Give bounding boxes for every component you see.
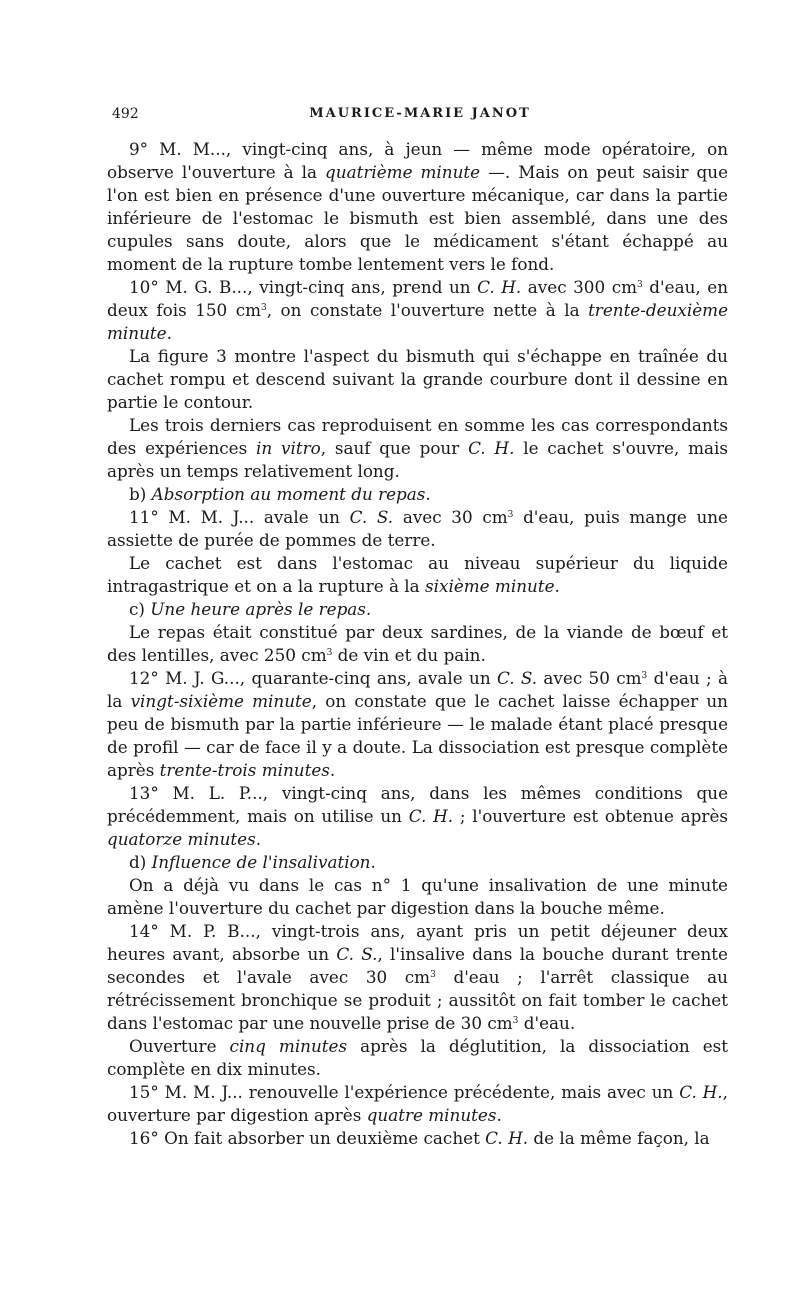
text-run: b) <box>129 484 152 504</box>
page-number: 492 <box>112 106 139 122</box>
paragraph <box>107 276 728 345</box>
text-run: , sauf que pour <box>320 438 469 458</box>
text-run: avec 300 cm <box>521 277 638 297</box>
paragraph <box>107 874 728 920</box>
paragraph <box>107 552 728 598</box>
text-run: d) <box>129 852 152 872</box>
text-run: Les trois derniers cas reproduisent en somme les cas correspondants des expériences <box>107 415 728 458</box>
body-text <box>107 138 728 1150</box>
italic-text: vingt-sixième minute <box>130 691 312 711</box>
italic-text: C. H. <box>477 277 522 297</box>
text-run: de vin et du pain. <box>332 645 486 665</box>
text-run: c) <box>129 599 151 619</box>
superscript: 3 <box>507 510 514 520</box>
page-header <box>112 106 728 126</box>
italic-text: sixième minute <box>425 576 555 596</box>
italic-text: cinq minutes <box>229 1036 348 1056</box>
text-run: , on constate que le cachet laisse échapper un peu de bismuth par la partie inférieure — le malade étant placé presque de profil — car de face il y a doute. La dissociation est presque complète après <box>107 691 728 780</box>
text-run: —. Mais on peut saisir que l'on est bien en présence d'une ouverture mécanique, car dans la partie inférieure de l'estomac le bismuth est bien assemblé, dans une des cupules sans doute, alors que le médicament s'étant échappé au moment de la rupture tombe lentement vers le fond. <box>107 162 728 274</box>
paragraph <box>107 621 728 667</box>
paragraph <box>107 598 728 621</box>
text-run: . <box>255 829 262 849</box>
text-run: d'eau, en deux fois 150 cm <box>107 277 728 320</box>
text-run: On a déjà vu dans le cas n° 1 qu'une insalivation de une minute amène l'ouverture du cachet par digestion dans la bouche même. <box>107 875 728 918</box>
text-run: Le cachet est dans l'estomac au niveau supérieur du liquide intragastrique et on a la rupture à la <box>107 553 728 596</box>
text-run: 14° M. P. B..., vingt-trois ans, ayant pris un petit déjeuner deux heures avant, absorbe un <box>107 921 728 964</box>
italic-text: C. H. <box>485 1128 529 1148</box>
superscript: 3 <box>637 280 643 290</box>
superscript: 3 <box>430 970 436 980</box>
italic-text: C. S. <box>349 507 394 527</box>
italic-text: Une heure après le repas. <box>150 599 372 619</box>
text-run: avec 50 cm <box>537 668 642 688</box>
superscript: 3 <box>512 1016 519 1026</box>
text-run: d'eau ; à la <box>107 668 729 711</box>
superscript: 3 <box>261 303 267 313</box>
italic-text: C. H. <box>468 438 515 458</box>
italic-text: in vitro <box>256 438 321 458</box>
text-run: 9° M. M..., vingt-cinq ans, à jeun — même mode opératoire, on observe l'ouverture à la <box>107 139 728 182</box>
italic-text: Influence de l'insalivation. <box>151 852 376 872</box>
paragraph <box>107 920 728 1035</box>
superscript: 3 <box>641 671 648 681</box>
paragraph <box>107 1081 728 1127</box>
text-run: de la même façon, la <box>528 1128 710 1148</box>
paragraph <box>107 506 728 552</box>
paragraph <box>107 138 728 276</box>
text-run: 12° M. J. G..., quarante-cinq ans, avale un <box>129 668 497 688</box>
italic-text: C. H. <box>679 1082 723 1102</box>
italic-text: quatrième minute <box>325 162 481 182</box>
text-run: . <box>554 576 560 596</box>
text-run: , l'insalive dans la bouche durant trente secondes et l'avale avec 30 cm <box>107 944 728 987</box>
text-run: . <box>496 1105 502 1125</box>
text-run: . <box>329 760 336 780</box>
paragraph <box>107 851 728 874</box>
text-run: avec 30 cm <box>393 507 508 527</box>
paragraph <box>107 782 728 851</box>
italic-text: quatre minutes <box>366 1105 497 1125</box>
paragraph <box>107 667 728 782</box>
text-run: La figure 3 montre l'aspect du bismuth qui s'échappe en traînée du cachet rompu et descend suivant la grande courbure dont il dessine en partie le contour. <box>107 346 728 412</box>
text-run: Le repas était constitué par deux sardines, de la viande de bœuf et des lentilles, avec 250 cm <box>107 622 728 665</box>
text-run: , on constate l'ouverture nette à la <box>266 300 589 320</box>
text-run: , ouverture par digestion après <box>107 1082 728 1125</box>
text-run: ; l'ouverture est obtenue après <box>453 806 728 826</box>
text-run: d'eau. <box>518 1013 576 1033</box>
paragraph <box>107 345 728 414</box>
superscript: 3 <box>326 648 333 658</box>
italic-text: Absorption au moment du repas. <box>151 484 431 504</box>
paragraph <box>107 414 728 483</box>
text-run: 15° M. M. J... renouvelle l'expérience précédente, mais avec un <box>129 1082 680 1102</box>
paragraph <box>107 483 728 506</box>
running-title: MAURICE-MARIE JANOT <box>309 106 531 121</box>
italic-text: trente-trois minutes <box>159 760 330 780</box>
text-run: . <box>166 323 172 343</box>
text-run: Ouverture <box>129 1036 230 1056</box>
italic-text: C. S. <box>336 944 378 964</box>
text-run: d'eau ; l'arrêt classique au rétrécissement bronchique se produit ; aussitôt on fait tomber le cachet dans l'estomac par une nouvelle prise de 30 cm <box>107 967 728 1033</box>
text-run: après la déglutition, la dissociation est complète en dix minutes. <box>107 1036 728 1079</box>
text-run: 10° M. G. B..., vingt-cinq ans, prend un <box>129 277 478 297</box>
italic-text: C. S. <box>496 668 538 688</box>
paragraph <box>107 1035 728 1081</box>
text-run: d'eau, puis mange une assiette de purée de pommes de terre. <box>107 507 728 550</box>
italic-text: quatorze minutes <box>107 829 256 849</box>
italic-text: C. H. <box>408 806 454 826</box>
paragraph <box>107 1127 728 1150</box>
text-run: le cachet s'ouvre, mais après un temps relativement long. <box>107 438 728 481</box>
text-run: 16° On fait absorber un deuxième cachet <box>129 1128 486 1148</box>
italic-text: trente-deuxième minute <box>107 300 728 343</box>
text-run: 11° M. M. J... avale un <box>129 507 350 527</box>
text-run: 13° M. L. P..., vingt-cinq ans, dans les mêmes conditions que précédemment, mais on utilise un <box>107 783 728 826</box>
